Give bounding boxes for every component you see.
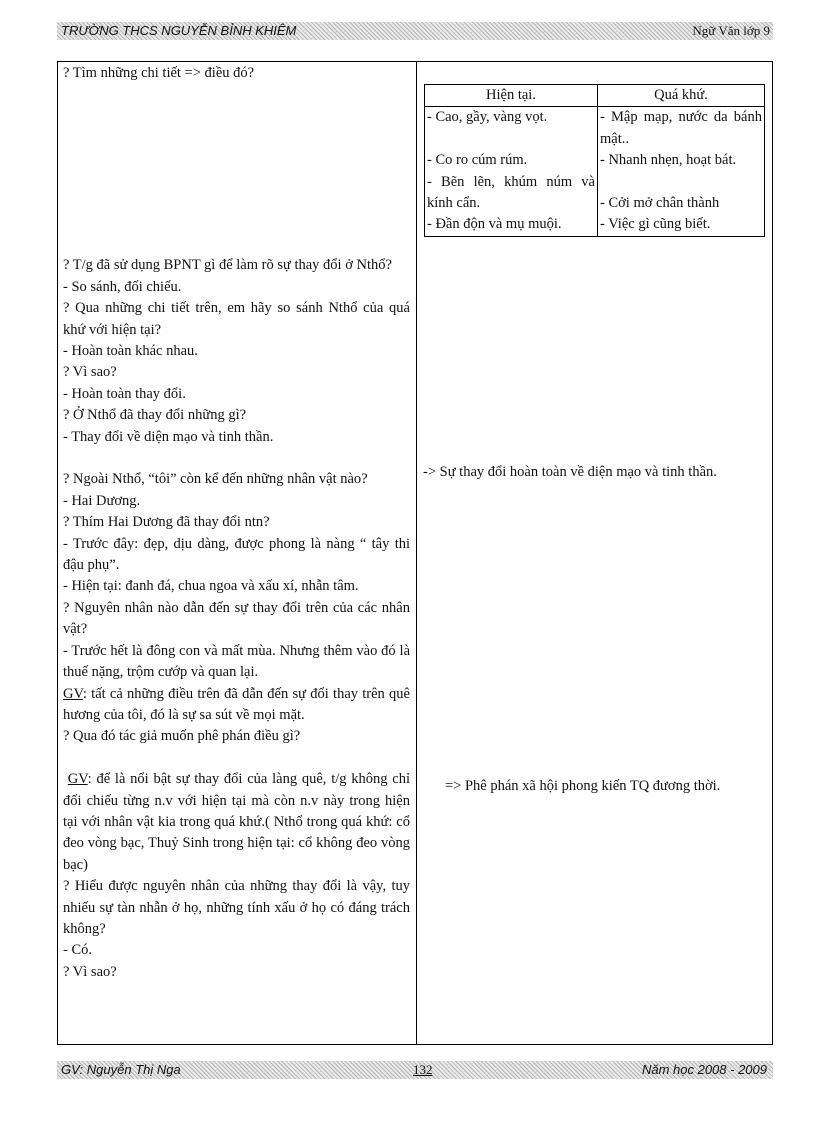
question-line: ? T/g đã sử dụng BPNT gì để làm rõ sự thay đổi ở Nthổ? xyxy=(63,257,392,274)
page-number: 132 xyxy=(413,1062,433,1077)
answer-line: - Trước đây: đẹp, dịu dàng, được phong là nàng “ tây thi đậu phụ”. xyxy=(63,535,410,574)
header-present: Hiện tại. xyxy=(425,85,598,107)
critique-note: => Phê phán xã hội phong kiến TQ đương thời. xyxy=(445,778,721,794)
left-column xyxy=(63,63,410,983)
page-footer xyxy=(57,1061,773,1079)
table-cell: - Mập mạp, nước da bánh mật.. xyxy=(598,107,765,150)
table-cell: - Cởi mở chân thành xyxy=(598,172,765,215)
teacher-note xyxy=(63,684,410,727)
school-year: Năm học 2008 - 2009 xyxy=(641,1062,767,1077)
question-line: ? Vì sao? xyxy=(63,963,117,980)
table-row xyxy=(425,107,765,150)
teacher-note xyxy=(63,769,410,876)
answer-line: - Thay đổi về diện mạo và tinh thần. xyxy=(63,428,274,445)
column-divider xyxy=(416,61,417,1045)
question-line: ? Qua đó tác giả muốn phê phán điều gì? xyxy=(63,728,301,745)
question-line: ? Vì sao? xyxy=(63,364,117,381)
answer-line: - Hoàn toàn thay đổi. xyxy=(63,385,186,402)
table-cell: - Bẽn lẽn, khúm núm và kính cẩn. xyxy=(425,172,598,215)
table-cell: - Việc gì cũng biết. xyxy=(598,214,765,236)
table-cell: - Đần độn và mụ muội. xyxy=(425,214,598,236)
teacher-name: GV: Nguyễn Thị Nga xyxy=(61,1062,181,1077)
subject-label: Ngữ Văn lớp 9 xyxy=(692,23,770,38)
table-row xyxy=(425,150,765,171)
answer-line: - Hai Dương. xyxy=(63,492,141,509)
answer-line: - So sánh, đối chiếu. xyxy=(63,278,182,295)
question-line: ? Ở Nthổ đã thay đổi những gì? xyxy=(63,407,247,424)
teacher-note-text: : để là nổi bật sự thay đổi của làng quê, t/g không chỉ đối chiếu từng n.v với hiện tại mà còn n.v này trong hiện tại với nhân vật kia trong quá khứ.( Nthổ trong quá khứ: cổ đeo vòng bạc, Thuỷ Sinh trong hiện tại: cổ không đeo vòng bạc) xyxy=(63,771,411,873)
table-row xyxy=(425,172,765,215)
table-cell: - Co ro cúm rúm. xyxy=(425,150,598,171)
teacher-note-text: : tất cả những điều trên đã dẫn đến sự đổi thay trên quê hương của tôi, đó là sự sa sút về mọi mặt. xyxy=(63,685,410,723)
table-row xyxy=(425,214,765,236)
answer-line: - Hoàn toàn khác nhau. xyxy=(63,343,198,360)
question-line: ? Hiểu được nguyên nhân của những thay đổi là vậy, tuy nhiếu sự tàn nhẫn ở họ, những tính xấu ở họ có đáng trách không? xyxy=(63,878,410,937)
answer-line: - Có. xyxy=(63,942,92,959)
page-header xyxy=(57,22,773,40)
teacher-label: GV xyxy=(67,771,88,788)
answer-line: - Hiện tại: đanh đá, chua ngoa và xấu xí, nhẫn tâm. xyxy=(63,578,359,595)
answer-line: - Trước hết là đông con và mất mùa. Nhưng thêm vào đó là thuế nặng, trộm cướp và quan lại. xyxy=(63,642,410,681)
table-cell: - Nhanh nhẹn, hoạt bát. xyxy=(598,150,765,171)
question-line: ? Tìm những chi tiết => điều đó? xyxy=(63,65,255,81)
conclusion-note: -> Sự thay đổi hoàn toàn về diện mạo và tinh thần. xyxy=(423,464,717,480)
question-line: ? Thím Hai Dương đã thay đổi ntn? xyxy=(63,514,270,531)
question-line: ? Ngoài Nthổ, “tôi” còn kể đến những nhân vật nào? xyxy=(63,471,368,488)
question-line: ? Nguyên nhân nào dẫn đến sự thay đổi trên của các nhân vật? xyxy=(63,599,410,638)
question-line: ? Qua những chi tiết trên, em hãy so sánh Nthổ của quá khứ với hiện tại? xyxy=(63,300,410,338)
table-cell: - Cao, gầy, vàng vọt. xyxy=(425,107,598,150)
teacher-label: GV xyxy=(63,685,83,702)
comparison-table xyxy=(424,84,765,237)
school-name: TRƯỜNG THCS NGUYỄN BỈNH KHIÊM xyxy=(61,23,297,38)
header-past: Quá khứ. xyxy=(598,85,765,107)
table-header-row xyxy=(425,85,765,107)
